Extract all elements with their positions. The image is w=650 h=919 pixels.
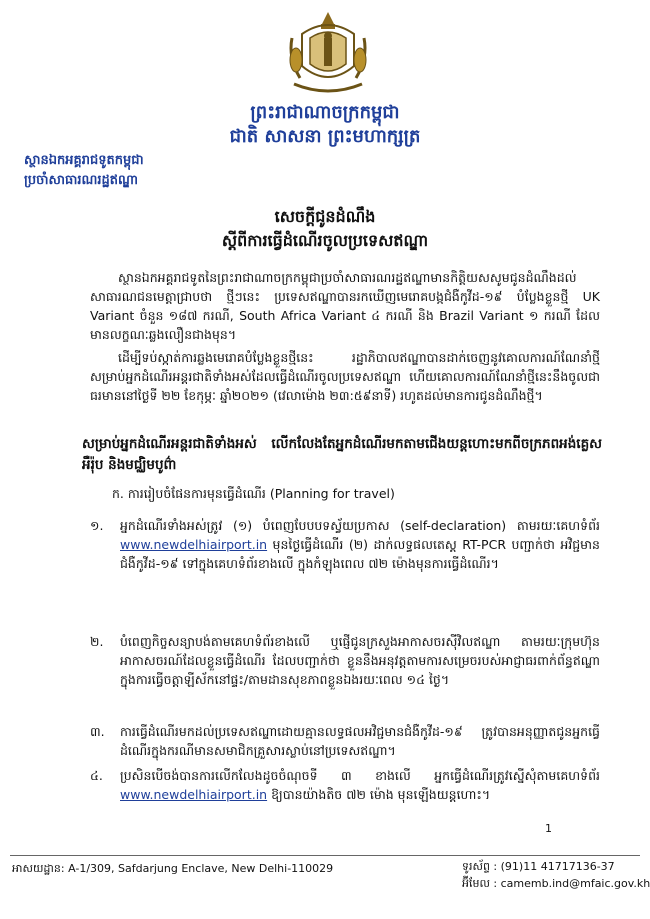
national-motto: ជាតិ សាសនា ព្រះមហាក្សត្រ: [229, 126, 421, 147]
footer-contact: [462, 858, 650, 892]
guidelines-paragraph: ដើម្បីទប់ស្កាត់ការឆ្លងមេរោគបំប្លែងខ្លួនថ្មីនេះ រដ្ឋាភិបាលឥណ្ឌាបានដាក់ចេញនូវគោលការណ៍ណែនាំថ្មីសម្រាប់អ្នកដំណើរអន្តរជាតិទាំងអស់ដែលធ្វើដំណើរចូលប្រទេសឥណ្ឌា ហើយគោលការណ៍ណែនាំថ្មីនេះនឹងចូលជាធរមាននៅថ្ងៃទី ២២ ខែកុម្ភៈ ឆ្នាំ២០២១ (វេលាម៉ោង ២៣:៥៩នាទី) រហូតដល់មានការជូនដំណឹងថ្មី។: [90, 350, 600, 403]
item-number: ៣.: [90, 724, 105, 739]
royal-coat-of-arms-emblem: [282, 8, 374, 96]
item-text: បំពេញកិច្ចសន្យាបង់តាមគេហទំព័រខាងលើ ឬផ្ញើជូនក្រសួងអាកាសចរស៊ីវិលឥណ្ឌា តាមរយៈក្រុមហ៊ុនអាកាសចរណ៍ដែលខ្លួនធ្វើដំណើរ ដែលបញ្ជាក់ថា ខ្លួននឹងអនុវត្តតាមការសម្រេចរបស់អាជ្ញាធរពាក់ព័ន្ធឥណ្ឌាក្នុងការធ្វើចត្តាឡីស័កនៅផ្ទះ/តាមដានសុខភាពខ្លួនឯងរយៈពេល ១៤ ថ្ងៃ។: [120, 634, 600, 687]
notice-subject: ស្តីពីការធ្វើដំណើរចូលប្រទេសឥណ្ឌា: [221, 231, 429, 250]
footer-phone: ទូរស័ព្ទ : (91)11 41717136-37: [462, 860, 615, 873]
airport-link[interactable]: www.newdelhiairport.in: [120, 787, 268, 802]
embassy-name: ស្ថានឯកអគ្គរាជទូតកម្ពុជា: [24, 153, 144, 168]
item-text: ប្រសិនបើចង់បានការលើកលែងដូចចំណុចទី ៣ ខាងលើ អ្នកធ្វើដំណើរត្រូវស្នើសុំតាមគេហទំព័រ: [120, 768, 600, 783]
page-number: 1: [545, 822, 552, 835]
section-heading: សម្រាប់អ្នកដំណើរអន្តរជាតិទាំងអស់ លើកលែងតែអ្នកដំណើរមកតាមជើងយន្តហោះមកពីចក្រភពអង់គ្លេស អឺរ៉ុប និងមជ្ឈិមបូព៌ា: [82, 436, 602, 473]
footer-email[interactable]: អ៊ីមែល : camemb.ind@mfaic.gov.kh: [462, 877, 650, 890]
item-number: ១.: [90, 518, 104, 533]
item-text: ការធ្វើដំណើរមកដល់ប្រទេសឥណ្ឌាដោយគ្មានលទ្ធផលអវិជ្ជមានជំងឺកូវីដ-១៩ ត្រូវបានអនុញ្ញាតជូនអ្នកធ្វើដំណើរក្នុងករណីមានសមាជិកគ្រួសារស្លាប់នៅប្រទេសឥណ្ឌា។: [120, 724, 600, 758]
subsection-label: ក. ការរៀបចំផែនការមុនធ្វើដំណើរ: [112, 486, 266, 501]
footer-divider: [10, 855, 640, 856]
notice-title: សេចក្តីជូនដំណឹង: [274, 207, 376, 226]
item-text: អ្នកដំណើរទាំងអស់ត្រូវ (១) បំពេញបែបបទស្វ័យប្រកាស (self-declaration) តាមរយៈគេហទំព័រ: [120, 518, 600, 533]
intro-paragraph: ស្ថានឯកអគ្គរាជទូតនៃព្រះរាជាណាចក្រកម្ពុជាប្រចាំសាធារណរដ្ឋឥណ្ឌាមានកិត្តិយសសូមជូនដំណឹងដល់សាធារណជនមេត្តាជ្រាបថា ថ្មីៗនេះ ប្រទេសឥណ្ឌាបានរកឃើញមេរោគបង្កជំងឺកូវីដ-១៩ បំប្លែងខ្លួនថ្មី UK Variant ចំនួន ១៨៧ ករណី, South Africa Variant ៤ ករណី និង Brazil Variant ១ ករណី ដែលមានលក្ខណៈឆ្លងលឿនជាងមុន។: [90, 270, 600, 342]
item-text-continued: មុនថ្ងៃធ្វើដំណើរ (២) ដាក់លទ្ធផលតេស្ត RT-PCR បញ្ជាក់ថា អវិជ្ជមានជំងឺកូវីដ-១៩ ទៅក្នុងគេហទំព័រខាងលើ ក្នុងកំឡុងពេល ៧២ ម៉ោងមុនការធ្វើដំណើរ។: [120, 537, 600, 571]
footer-address: អាសយដ្ឋាន: A-1/309, Safdarjung Enclave, New Delhi-110029: [12, 862, 334, 875]
item-text-continued: ឱ្យបានយ៉ាងតិច ៧២ ម៉ោង មុនឡើងយន្តហោះ។: [267, 787, 491, 802]
kingdom-name: ព្រះរាជាណាចក្រកម្ពុជា: [250, 102, 400, 123]
subsection-english: (Planning for travel): [269, 486, 395, 501]
subsection-heading: [112, 486, 395, 505]
item-number: ២.: [90, 634, 104, 649]
airport-link[interactable]: www.newdelhiairport.in: [120, 537, 268, 552]
embassy-location: ប្រចាំសាធារណរដ្ឋឥណ្ឌា: [24, 173, 139, 188]
item-number: ៤.: [90, 768, 103, 783]
